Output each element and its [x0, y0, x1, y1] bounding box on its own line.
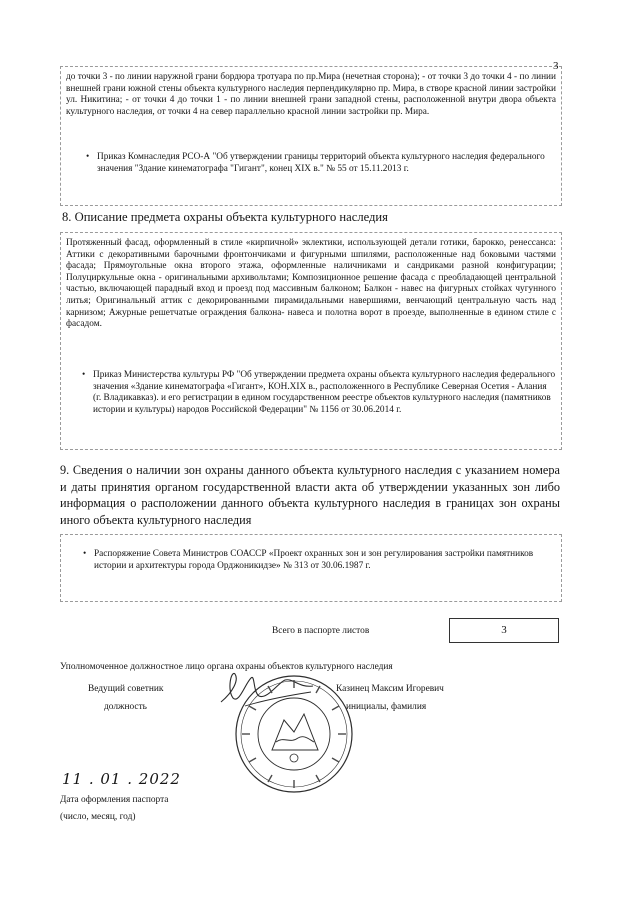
page-number: 3 — [553, 60, 559, 72]
sheets-value-box — [449, 618, 559, 643]
sheets-label: Всего в паспорте листов — [272, 626, 370, 636]
position-value: Ведущий советник — [88, 684, 164, 694]
official-label: Уполномоченное должностное лицо органа охраны объектов культурного наследия — [60, 662, 393, 672]
sheets-value: 3 — [501, 624, 507, 636]
name-caption: инициалы, фамилия — [346, 702, 427, 712]
name-value: Казинец Максим Игоревич — [336, 684, 444, 694]
date-format: (число, месяц, год) — [60, 812, 136, 822]
date-label: Дата оформления паспорта — [60, 795, 169, 805]
section-9-heading: 9. Сведения о наличии зон охраны данного объекта культурного наследия с указанием номера и даты принятия органом государственной власти акта об утверждении указанных зон либо информация о расположении данного объекта культурного наследия в границах зон охраны иного объекта культурного наследия — [60, 463, 560, 527]
boundary-description-text: до точки 3 - по линии наружной грани бордюра тротуара по пр.Мира (нечетная сторона); - от точки 3 до точки 4 - по линии внешней грани южной стены объекта культурного наследия перпендикулярно пр. Мира, в створе красной линии застройки ул. Никитина; - от точки 4 до точки 1 - по линии внешней грани западной стены, расположенной внутри двора объекта культурного наследия, от точки 4 на север параллельно красной линии застройки пр. Мира. — [66, 72, 556, 117]
handwritten-date: 11 . 01 . 2022 — [62, 770, 181, 788]
position-caption: должность — [104, 702, 147, 712]
protection-subject-text: Протяженный фасад, оформленный в стиле «кирпичной» эклектики, использующей детали готики, барокко, ренессанса: Аттики с декоративными барочными фронтончиками и фигурными шпилями, расположенные над боковыми частями фасада; Прямоугольные окна второго этажа, оформленные наличниками и сандриками разной конфигурации; Полуциркульные окна - оригинальными архивольтами; Композиционное решение фасада с преобладающей центральной частью, включающей парадный вход и проезд под массивным балконом; Балкон - навес на фигурных стойках чугунного литья; Оригинальный аттик с декорированными пирамидальными навершиями, венчающий центральную часть над карнизом; Ажурные решетчатые ограждения балкона- навеса и полотна ворот в проезде, выполненные в едином стиле с фасадом. — [66, 238, 556, 330]
boundary-document: • Приказ Комнаследия РСО-А "Об утверждении границы территорий объекта культурного наследия федерального значения "Здание кинематографа "Гигант", конец XIX в." № 55 от 15.11.2013 г. — [97, 152, 556, 175]
protection-zones-document: • Распоряжение Совета Министров СОАССР «Проект охранных зон и зон регулирования застройки памятников истории и архитектуры города Орджоникидзе» № 313 от 30.06.1987 г. — [94, 549, 556, 572]
protection-subject-document: • Приказ Министерства культуры РФ "Об утверждении предмета охраны объекта культурного наследия федерального значения «Здание кинематографа «Гигант», КОН.XIX в., расположенного в Республике Северная Осетия - Алания (г. Владикавказ). и его регистрации в едином государственном реестре объектов культурного наследия (памятников истории и культуры) народов Российской Федерации" № 1156 от 30.06.2014 г. — [93, 370, 556, 416]
official-seal — [232, 672, 356, 796]
section-8-heading: 8. Описание предмета охраны объекта культурного наследия — [62, 210, 388, 224]
